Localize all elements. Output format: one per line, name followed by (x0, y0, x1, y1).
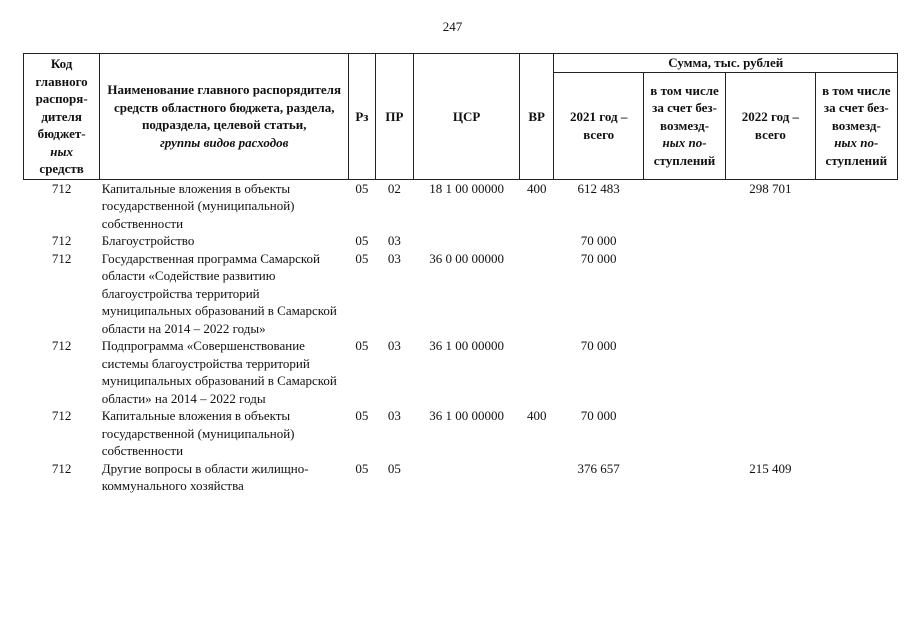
cell-2022-free (815, 179, 897, 232)
budget-table (23, 53, 898, 495)
header-pr: ПР (375, 54, 414, 180)
cell-2022-free (815, 232, 897, 250)
header-2022-free-italic: ных по- (834, 135, 879, 151)
header-2021-free-italic: ных по- (662, 135, 707, 151)
cell-rz: 05 (355, 233, 369, 248)
cell-rz: 05 (355, 180, 369, 196)
header-2021-free-end: ступлений (653, 152, 716, 168)
cell-vr: 400 (526, 180, 547, 196)
header-2022-free-text: в том числе за счет без-возмезд- (822, 82, 891, 133)
header-code-text-italic: ных (50, 143, 73, 159)
cell-csr (414, 460, 520, 495)
header-code-text: Код главного распоря-дителя бюджет- (35, 56, 88, 141)
table-row (24, 250, 898, 338)
page-number: 247 (442, 19, 463, 34)
cell-vr (519, 337, 554, 407)
cell-code: 712 (51, 408, 72, 423)
header-vr: ВР (519, 54, 554, 180)
cell-2022-total: 298 701 (749, 180, 792, 196)
table-row (24, 179, 898, 232)
header-code-text-end: средств (39, 161, 84, 176)
cell-2021-total: 70 000 (580, 338, 617, 353)
cell-pr: 03 (387, 233, 401, 248)
header-2022-total: 2022 год – всего (726, 72, 815, 179)
cell-rz: 05 (355, 408, 369, 423)
cell-2021-total: 376 657 (577, 460, 620, 476)
cell-name: Государственная программа Самарской области «Содействие развитию благоустройства территорий муниципальных образований в Самарской области на 2014 – 2022 годы» (101, 250, 337, 336)
cell-name: Подпрограмма «Совершенствование системы благоустройства территорий муниципальных образований в Самарской области» на 2014 – 2022 годы (101, 338, 337, 406)
cell-2021-free (643, 407, 725, 460)
cell-2022-total (726, 407, 815, 460)
cell-name: Капитальные вложения в объекты государственной (муниципальной) собственности (101, 408, 295, 458)
header-2021-free-text: в том числе за счет без-возмезд- (650, 82, 719, 133)
cell-csr: 36 1 00 00000 (429, 408, 504, 423)
table-row (24, 460, 898, 495)
cell-pr: 03 (387, 250, 401, 266)
header-csr: ЦСР (414, 54, 520, 180)
cell-2021-total: 612 483 (577, 180, 620, 196)
cell-rz: 05 (355, 460, 369, 476)
cell-2022-total (726, 250, 815, 338)
header-2022-free (815, 72, 897, 179)
cell-pr: 05 (387, 460, 401, 476)
cell-2021-free (643, 337, 725, 407)
header-sum: Сумма, тыс. рублей (554, 54, 898, 73)
cell-2021-free (643, 232, 725, 250)
table-header (24, 54, 898, 180)
cell-pr: 02 (387, 180, 401, 196)
header-rz: Рз (349, 54, 375, 180)
cell-rz: 05 (355, 250, 369, 266)
cell-2022-free (815, 250, 897, 338)
cell-2022-total (726, 337, 815, 407)
cell-name: Благоустройство (101, 233, 195, 248)
header-name-text-italic: группы видов расходов (159, 134, 289, 150)
cell-code: 712 (51, 460, 72, 476)
cell-name: Капитальные вложения в объекты государственной (муниципальной) собственности (101, 180, 295, 231)
cell-vr: 400 (526, 408, 547, 423)
header-code (24, 54, 100, 180)
table-body (24, 179, 898, 495)
cell-2022-free (815, 407, 897, 460)
cell-name: Другие вопросы в области жилищно-коммунального хозяйства (101, 460, 309, 493)
cell-code: 712 (51, 180, 72, 196)
cell-csr (414, 232, 520, 250)
cell-2021-free (643, 179, 725, 232)
header-name-text: Наименование главного распорядителя средств областного бюджета, раздела, подраздела, целевой статьи, (107, 82, 341, 133)
header-2022-free-end: ступлений (825, 152, 888, 168)
cell-2021-free (643, 250, 725, 338)
cell-2021-total: 70 000 (580, 233, 617, 248)
cell-code: 712 (51, 233, 72, 248)
cell-2022-free (815, 460, 897, 495)
table-row (24, 407, 898, 460)
table-row (24, 232, 898, 250)
cell-pr: 03 (387, 338, 401, 353)
cell-code: 712 (51, 338, 72, 353)
cell-code: 712 (51, 250, 72, 266)
header-2021-free (643, 72, 725, 179)
cell-rz: 05 (355, 338, 369, 353)
cell-2021-total: 70 000 (580, 250, 617, 266)
cell-2022-total: 215 409 (749, 460, 792, 476)
cell-csr: 36 0 00 00000 (429, 250, 504, 266)
cell-pr: 03 (387, 408, 401, 423)
cell-csr: 18 1 00 00000 (429, 180, 504, 196)
cell-vr (519, 460, 554, 495)
cell-vr (519, 250, 554, 338)
header-name (100, 54, 349, 180)
table-row (24, 337, 898, 407)
header-2021-total: 2021 год – всего (554, 72, 643, 179)
cell-2021-total: 70 000 (580, 408, 617, 423)
cell-2021-free (643, 460, 725, 495)
cell-2022-total (726, 232, 815, 250)
cell-2022-free (815, 337, 897, 407)
cell-csr: 36 1 00 00000 (429, 338, 504, 353)
cell-vr (519, 232, 554, 250)
